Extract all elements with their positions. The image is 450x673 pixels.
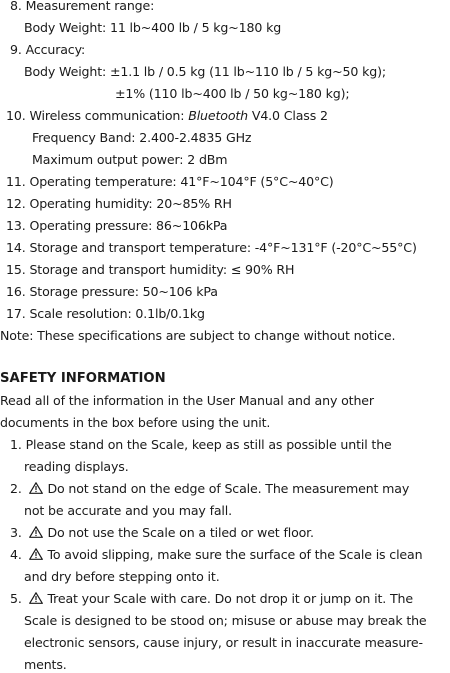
- spec-item-9: [10, 42, 85, 58]
- item-number: 8.: [10, 0, 22, 13]
- spec-item-15: [6, 262, 294, 278]
- section-heading: SAFETY INFORMATION: [0, 371, 166, 386]
- intro-line: Read all of the information in the User Manual and any other: [0, 393, 374, 408]
- spec-item-13: [6, 218, 227, 234]
- item-number: 14.: [6, 240, 26, 255]
- item-text: Operating temperature: 41°F~104°F (5°C~40°C): [29, 174, 334, 189]
- item-text: Do not use the Scale on a tiled or wet floor.: [47, 525, 314, 540]
- safety-item-1: [10, 437, 392, 453]
- item-text: To avoid slipping, make sure the surface of the Scale is clean: [47, 547, 423, 562]
- safety-item-continuation: ments.: [24, 657, 67, 672]
- item-text: Storage pressure: 50~106 kPa: [29, 284, 218, 299]
- spec-item-14: [6, 240, 417, 256]
- warning-triangle-icon: [29, 592, 43, 604]
- spec-detail: ±1% (110 lb~400 lb / 50 kg~180 kg);: [115, 86, 350, 101]
- item-number: 10.: [6, 108, 26, 123]
- item-number: 5.: [10, 591, 22, 606]
- spec-detail: Frequency Band: 2.400-2.4835 GHz: [32, 130, 252, 145]
- safety-item-continuation: reading displays.: [24, 459, 129, 474]
- safety-item-continuation: not be accurate and you may fall.: [24, 503, 232, 518]
- spec-detail: Body Weight: 11 lb~400 lb / 5 kg~180 kg: [24, 20, 282, 35]
- item-number: 13.: [6, 218, 26, 233]
- item-number: 11.: [6, 174, 26, 189]
- item-text: Storage and transport temperature: -4°F~131°F (-20°C~55°C): [29, 240, 417, 255]
- item-number: 9.: [10, 42, 22, 57]
- item-number: 4.: [10, 547, 22, 562]
- safety-item-continuation: electronic sensors, cause injury, or result in inaccurate measure-: [24, 635, 423, 650]
- item-text: Wireless communication:: [29, 108, 189, 123]
- item-text: Please stand on the Scale, keep as still as possible until the: [25, 437, 392, 452]
- safety-item-3: [10, 525, 314, 541]
- item-text: Do not stand on the edge of Scale. The measurement may: [47, 481, 410, 496]
- item-number: 3.: [10, 525, 22, 540]
- item-text: Scale resolution: 0.1lb/0.1kg: [29, 306, 205, 321]
- item-text: Measurement range:: [25, 0, 155, 13]
- spec-item-17: [6, 306, 205, 322]
- warning-triangle-icon: [29, 526, 43, 538]
- bluetooth-text: Bluetooth: [188, 108, 248, 123]
- safety-item-4: [10, 547, 422, 563]
- item-number: 16.: [6, 284, 26, 299]
- item-text: Storage and transport humidity: ≤ 90% RH: [29, 262, 295, 277]
- spec-item-11: [6, 174, 334, 190]
- warning-triangle-icon: [29, 482, 43, 494]
- safety-item-continuation: Scale is designed to be stood on; misuse or abuse may break the: [24, 613, 427, 628]
- item-text: Treat your Scale with care. Do not drop it or jump on it. The: [47, 591, 413, 606]
- safety-item-continuation: and dry before stepping onto it.: [24, 569, 220, 584]
- spec-detail: Maximum output power: 2 dBm: [32, 152, 228, 167]
- spec-item-8: [10, 0, 154, 14]
- spec-item-12: [6, 196, 232, 212]
- safety-item-2: [10, 481, 409, 497]
- spec-detail: Body Weight: ±1.1 lb / 0.5 kg (11 lb~110 lb / 5 kg~50 kg);: [24, 64, 386, 79]
- spec-note: Note: These specifications are subject to change without notice.: [0, 328, 396, 343]
- item-text: V4.0 Class 2: [248, 108, 328, 123]
- spec-item-10: [6, 108, 328, 124]
- item-number: 1.: [10, 437, 22, 452]
- item-number: 15.: [6, 262, 26, 277]
- item-text: Accuracy:: [25, 42, 86, 57]
- item-number: 2.: [10, 481, 22, 496]
- safety-item-5: [10, 591, 413, 607]
- spec-item-16: [6, 284, 218, 300]
- item-number: 17.: [6, 306, 26, 321]
- intro-line: documents in the box before using the unit.: [0, 415, 271, 430]
- item-text: Operating humidity: 20~85% RH: [29, 196, 232, 211]
- item-number: 12.: [6, 196, 26, 211]
- item-text: Operating pressure: 86~106kPa: [29, 218, 228, 233]
- warning-triangle-icon: [29, 548, 43, 560]
